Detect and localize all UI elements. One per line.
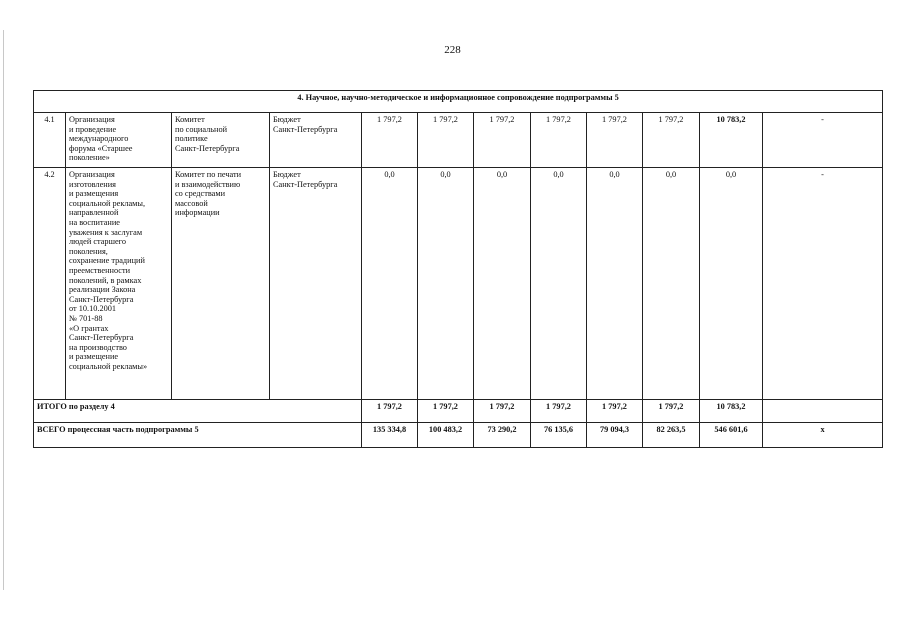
funding-source: Бюджет Санкт-Петербурга xyxy=(270,168,362,400)
note-cell: - xyxy=(763,168,883,400)
year-value: 76 135,6 xyxy=(531,423,587,448)
section-header-row xyxy=(34,91,883,113)
note-cell xyxy=(763,400,883,423)
executor-name: Комитет по печати и взаимодействию со средствами массовой информации xyxy=(172,168,270,400)
year-value: 0,0 xyxy=(587,168,643,400)
year-value: 0,0 xyxy=(643,168,700,400)
table-row xyxy=(34,168,883,400)
note-cell: x xyxy=(763,423,883,448)
activity-name: Организация и проведение международного форума «Старшее поколение» xyxy=(66,113,172,168)
activity-name: Организация изготовления и размещения социальной рекламы, направленной на воспитание уважения к заслугам людей старшего поколения, сохранение традиций преемственности поколений, в рамках реализации Закона Санкт-Петербурга от 10.10.2001 № 701-88 «О грантах Санкт-Петербурга на производство и размещение социальной рекламы» xyxy=(66,168,172,400)
year-value: 0,0 xyxy=(474,168,531,400)
year-value: 1 797,2 xyxy=(362,400,418,423)
section-total-row xyxy=(34,400,883,423)
total-value: 0,0 xyxy=(700,168,763,400)
grand-total-label: ВСЕГО процессная часть подпрограммы 5 xyxy=(34,423,362,448)
year-value: 1 797,2 xyxy=(643,400,700,423)
year-value: 1 797,2 xyxy=(531,113,587,168)
page-number: 228 xyxy=(444,44,461,56)
funding-source: Бюджет Санкт-Петербурга xyxy=(270,113,362,168)
year-value: 1 797,2 xyxy=(418,113,474,168)
note-cell: - xyxy=(763,113,883,168)
year-value: 1 797,2 xyxy=(643,113,700,168)
program-table xyxy=(33,90,883,448)
year-value: 73 290,2 xyxy=(474,423,531,448)
row-number: 4.2 xyxy=(34,168,66,400)
year-value: 0,0 xyxy=(418,168,474,400)
year-value: 0,0 xyxy=(531,168,587,400)
year-value: 100 483,2 xyxy=(418,423,474,448)
page-edge-rule xyxy=(3,30,4,590)
year-value: 1 797,2 xyxy=(587,400,643,423)
year-value: 0,0 xyxy=(362,168,418,400)
year-value: 82 263,5 xyxy=(643,423,700,448)
table-row xyxy=(34,113,883,168)
row-number: 4.1 xyxy=(34,113,66,168)
year-value: 1 797,2 xyxy=(587,113,643,168)
grand-total-row xyxy=(34,423,883,448)
year-value: 1 797,2 xyxy=(531,400,587,423)
executor-name: Комитет по социальной политике Санкт-Петербурга xyxy=(172,113,270,168)
section-total-label: ИТОГО по разделу 4 xyxy=(34,400,362,423)
year-value: 135 334,8 xyxy=(362,423,418,448)
year-value: 1 797,2 xyxy=(474,400,531,423)
year-value: 1 797,2 xyxy=(418,400,474,423)
section-title: 4. Научное, научно-методическое и информационное сопровождение подпрограммы 5 xyxy=(34,91,883,113)
total-value: 546 601,6 xyxy=(700,423,763,448)
total-value: 10 783,2 xyxy=(700,113,763,168)
total-value: 10 783,2 xyxy=(700,400,763,423)
year-value: 79 094,3 xyxy=(587,423,643,448)
year-value: 1 797,2 xyxy=(474,113,531,168)
year-value: 1 797,2 xyxy=(362,113,418,168)
